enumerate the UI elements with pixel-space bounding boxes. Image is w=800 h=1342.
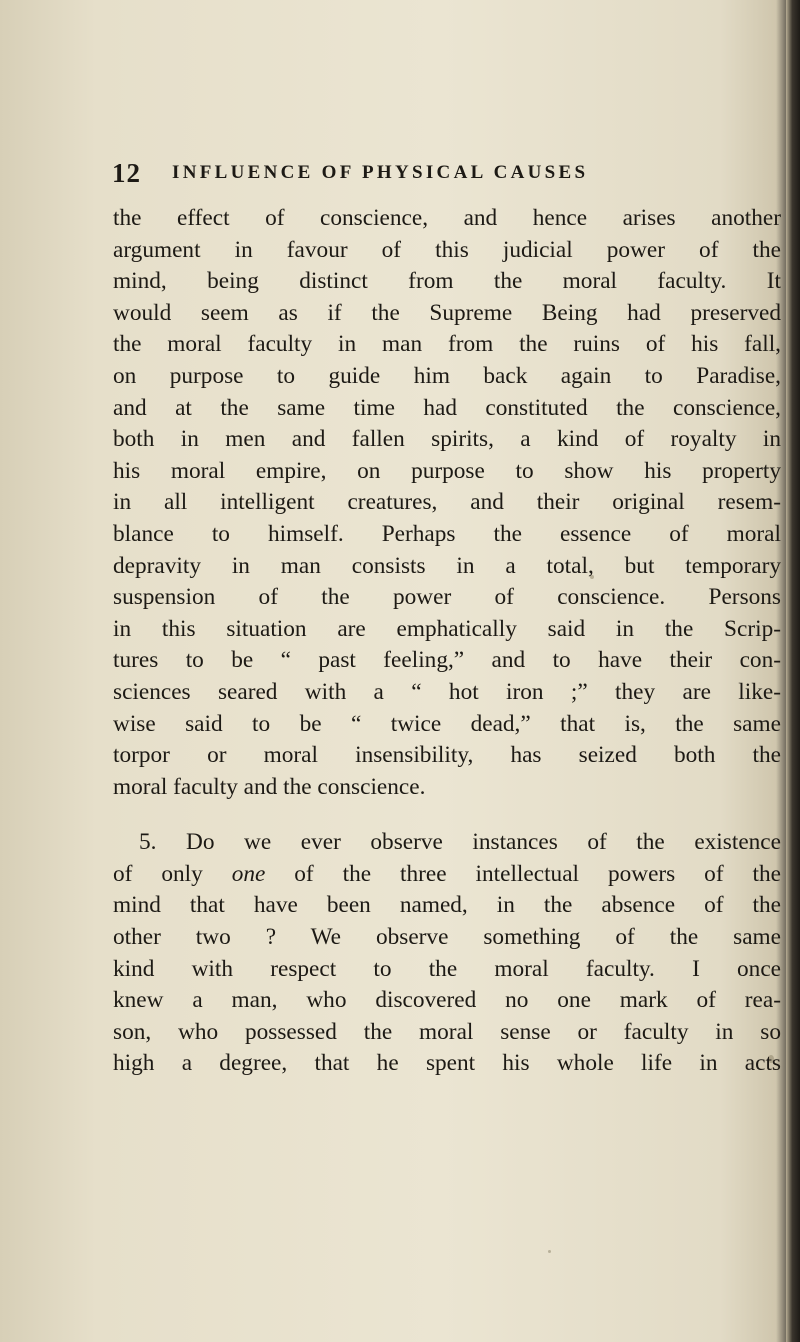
- paragraph: [113, 827, 781, 1080]
- text-line: the effect of conscience, and hence arises another: [113, 205, 781, 231]
- text-line: tures to be “ past feeling,” and to have their con-: [113, 647, 781, 674]
- text-line: mind, being distinct from the moral faculty. It: [113, 268, 781, 295]
- text-line: and at the same time had constituted the conscience,: [113, 394, 781, 421]
- text-line: both in men and fallen spirits, a kind of royalty in: [113, 426, 781, 453]
- paragraph: [113, 203, 781, 803]
- text-line: mind that have been named, in the absence of the: [113, 892, 781, 919]
- text-line: moral faculty and the conscience.: [113, 773, 426, 800]
- paragraph-gap: [113, 803, 781, 827]
- text-line: high a degree, that he spent his whole life in acts: [113, 1050, 781, 1077]
- text-line: wise said to be “ twice dead,” that is, the same: [113, 710, 781, 737]
- text-line: torpor or moral insensibility, has seized both the: [113, 742, 781, 769]
- text-line: kind with respect to the moral faculty. I once: [113, 955, 781, 982]
- text-line: on purpose to guide him back again to Paradise,: [113, 362, 781, 389]
- text-line: the moral faculty in man from the ruins of his fall,: [113, 331, 781, 358]
- text-line: suspension of the power of conscience. Persons: [113, 584, 781, 611]
- binding-gutter: [786, 0, 800, 1342]
- text-line: sciences seared with a “ hot iron ;” they are like-: [113, 678, 781, 705]
- text-line: would seem as if the Supreme Being had preserved: [113, 299, 781, 326]
- text-line: 5. Do we ever observe instances of the existence: [139, 829, 781, 856]
- text-line: in this situation are emphatically said in the Scrip-: [113, 615, 781, 642]
- text-line: his moral empire, on purpose to show his property: [113, 457, 781, 484]
- text-line: depravity in man consists in a total, but temporary: [113, 552, 781, 579]
- running-head: [112, 158, 752, 194]
- emphasis: one: [231, 860, 266, 887]
- text-line: blance to himself. Perhaps the essence of moral: [113, 520, 781, 547]
- body-text: [113, 203, 781, 1080]
- text-line: other two ? We observe something of the same: [113, 924, 781, 951]
- page-number: 12: [112, 158, 141, 188]
- paper-speck: [548, 1250, 551, 1253]
- text-line: argument in favour of this judicial power of the: [113, 236, 781, 263]
- text-line: of only one of the three intellectual powers of the: [113, 860, 781, 887]
- text-line: knew a man, who discovered no one mark of rea-: [113, 987, 781, 1014]
- text-line: son, who possessed the moral sense or faculty in so: [113, 1018, 781, 1045]
- running-head-title: INFLUENCE OF PHYSICAL CAUSES: [172, 162, 589, 183]
- text-line: in all intelligent creatures, and their original resem-: [113, 489, 781, 516]
